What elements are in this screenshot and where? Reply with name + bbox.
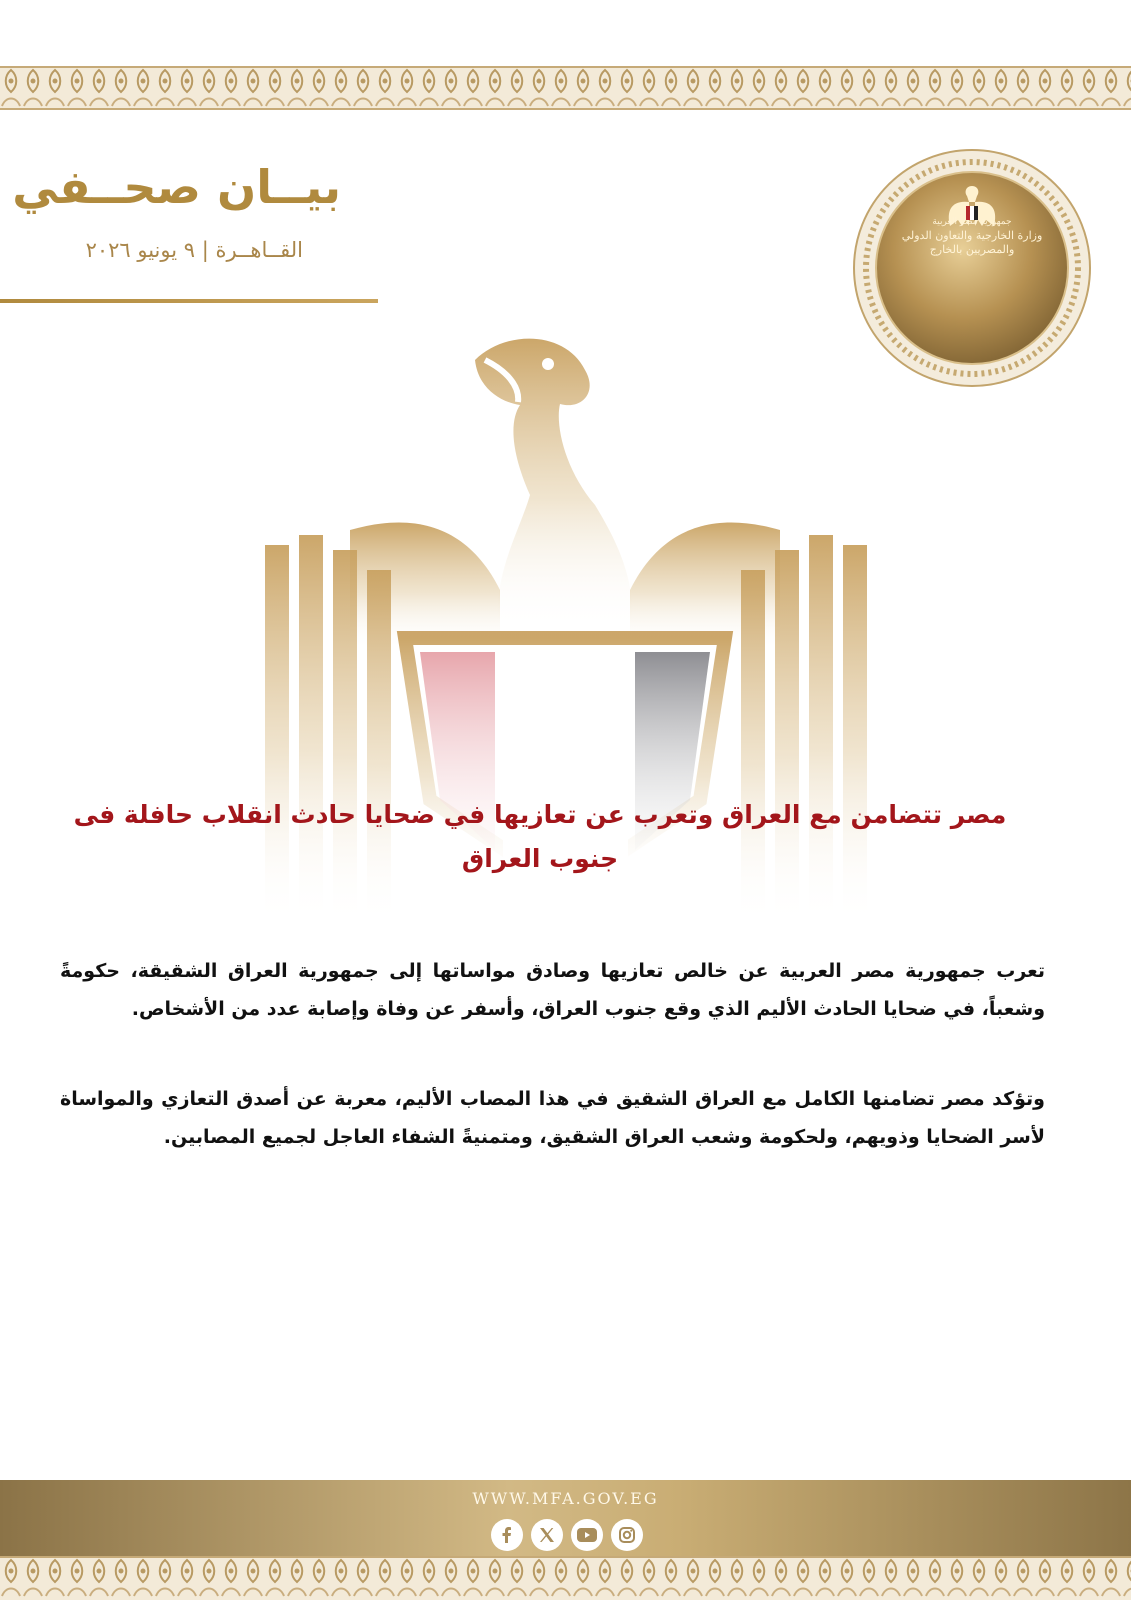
statement-paragraph-1: تعرب جمهورية مصر العربية عن خالص تعازيها وصادق مواساتها إلى جمهورية العراق الشقيقة، حكومةً وشعباً، في ضحايا الحادث الأليم الذي وقع جنوب العراق، وأسفر عن وفاة وإصابة عدد من الأشخاص.: [60, 960, 1045, 1020]
dateline: القــاهــرة | ٩ يونيو ٢٠٢٦: [85, 238, 303, 262]
seal-caption-line-3: والمصريين بالخارج: [929, 243, 1015, 256]
top-ornamental-border: [0, 66, 1131, 110]
page-title: بيــان صحــفي: [12, 160, 341, 214]
bottom-ornamental-border: [0, 1556, 1131, 1600]
title-underline: [0, 299, 378, 303]
statement-headline: مصر تتضامن مع العراق وتعرب عن تعازيها في ضحايا حادث انقلاب حافلة فى جنوب العراق: [73, 800, 1007, 873]
seal-caption: [897, 215, 1047, 257]
instagram-icon[interactable]: [611, 1519, 643, 1551]
seal-caption-line-2: وزارة الخارجية والتعاون الدولي: [901, 229, 1043, 242]
social-icons: [491, 1519, 643, 1551]
x-icon[interactable]: [531, 1519, 563, 1551]
statement-paragraph-2: وتؤكد مصر تضامنها الكامل مع العراق الشقيق في هذا المصاب الأليم، معربة عن أصدق التعازي والمواساة لأسر الضحايا وذويهم، ولحكومة وشعب العراق الشقيق، ومتمنيةً الشفاء العاجل لجميع المصابين.: [60, 1088, 1045, 1148]
website-link[interactable]: WWW.MFA.GOV.EG: [472, 1489, 659, 1508]
facebook-icon[interactable]: [491, 1519, 523, 1551]
youtube-icon[interactable]: [571, 1519, 603, 1551]
seal-caption-line-1: جمهورية مصر العربية: [932, 217, 1012, 227]
